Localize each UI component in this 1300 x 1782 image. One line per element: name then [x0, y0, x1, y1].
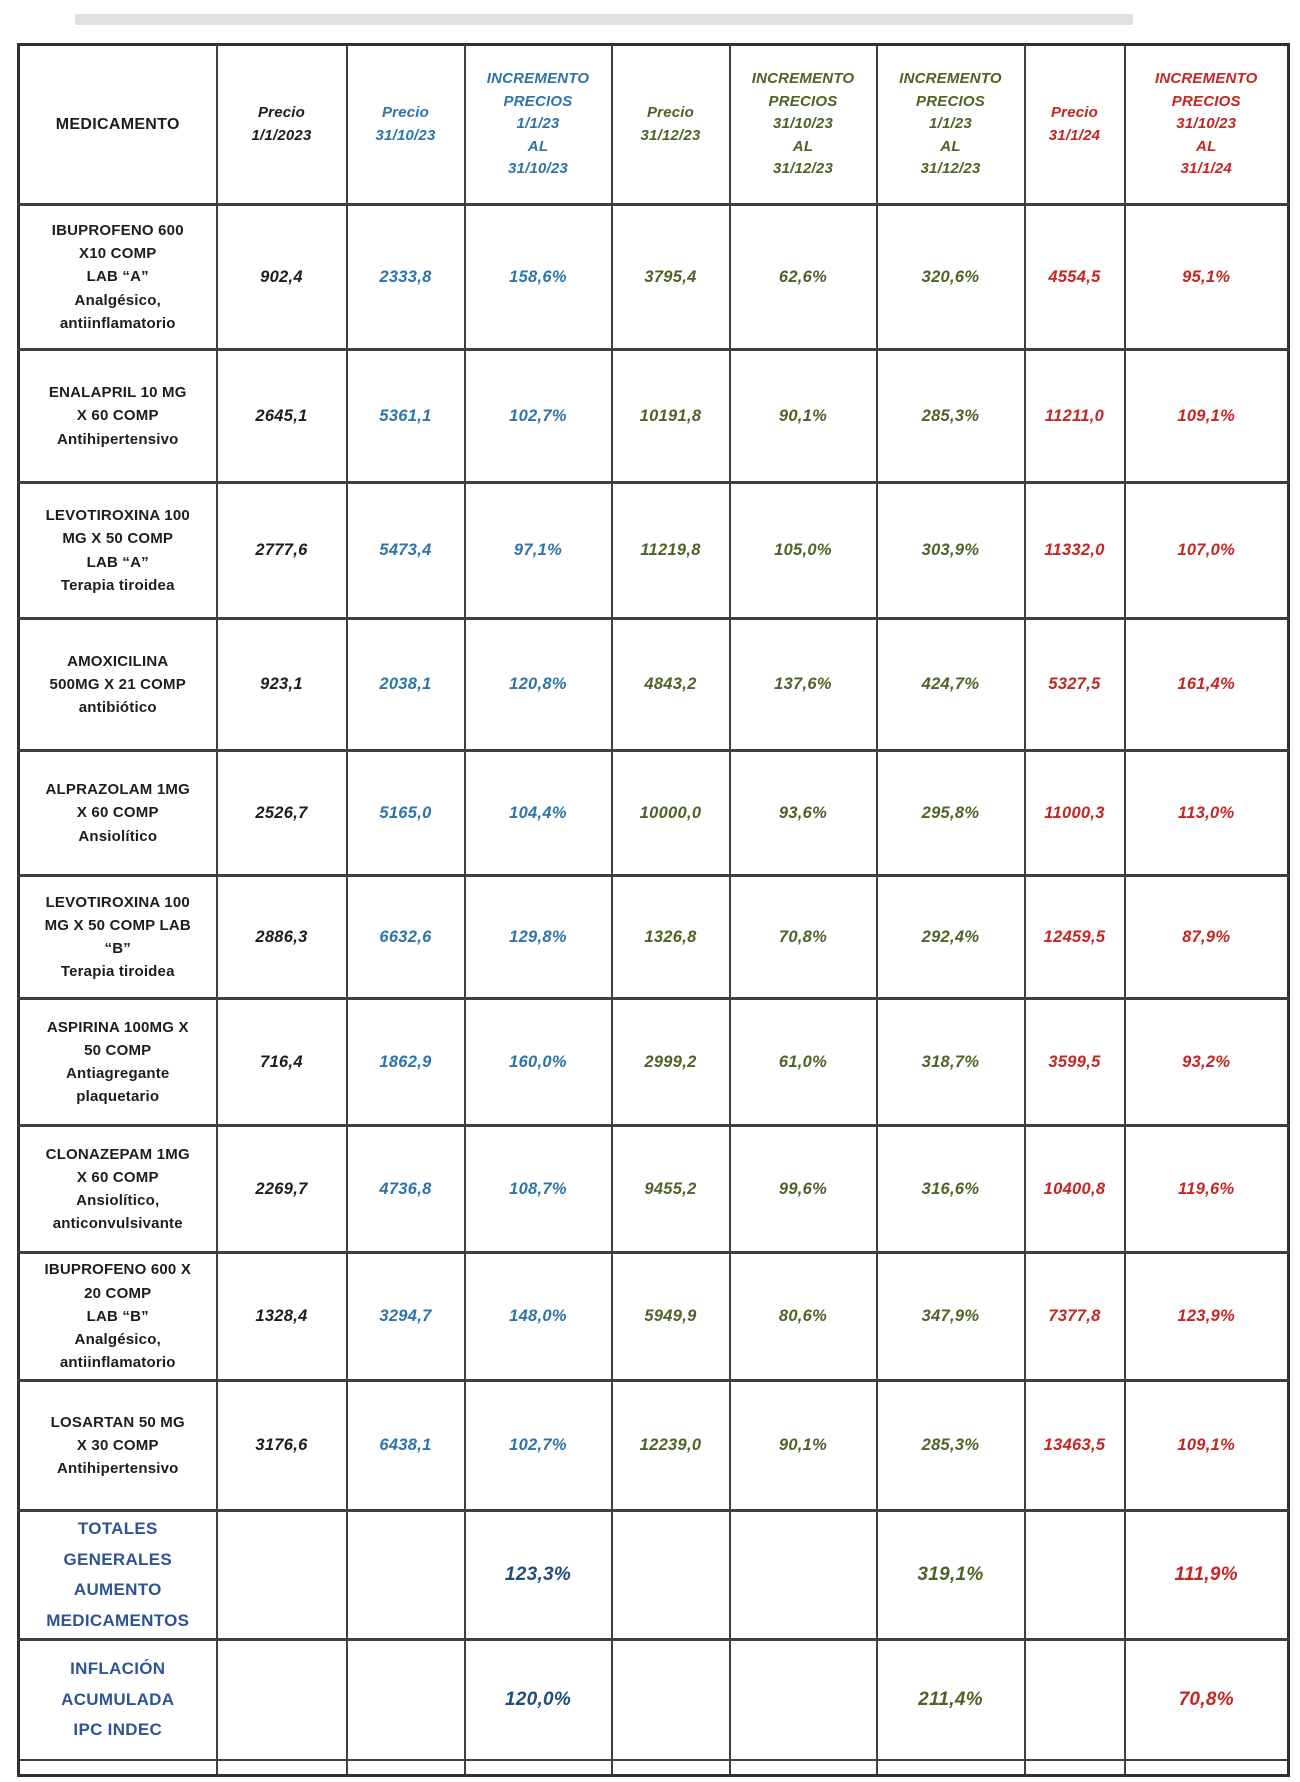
value-cell: 93,6% [730, 751, 877, 876]
value-cell: 3795,4 [612, 205, 730, 350]
med-name-cell [19, 1126, 217, 1253]
table-row [19, 205, 1289, 350]
value-cell: 424,7% [877, 619, 1025, 751]
text-line: 31/10/23 [508, 160, 568, 178]
value-cell: 5165,0 [347, 751, 465, 876]
text-line: Ansiolítico, [76, 1192, 160, 1209]
text-line: Precio [257, 104, 306, 121]
summary-value-cell: 123,3% [465, 1511, 612, 1640]
value-cell: 113,0% [1125, 751, 1289, 876]
value-cell: 1328,4 [217, 1253, 347, 1381]
text-line: antiinflamatorio [59, 1354, 176, 1372]
table-row [19, 999, 1289, 1126]
text-line: X10 COMP [79, 245, 157, 263]
value-cell: 5361,1 [347, 350, 465, 483]
text-line: LAB “B” [86, 1307, 149, 1325]
table-row [19, 350, 1289, 483]
text-line: 31/10/23 [1176, 115, 1237, 133]
empty-cell [217, 1511, 347, 1640]
value-cell: 13463,5 [1025, 1381, 1125, 1511]
value-cell: 2038,1 [347, 619, 465, 751]
value-cell: 11211,0 [1025, 350, 1125, 483]
value-cell: 2526,7 [217, 751, 347, 876]
value-cell: 2333,8 [347, 205, 465, 350]
header-cell-incremento-1-1-23-al-31-12-23 [877, 45, 1025, 205]
text-line: Precio [1050, 104, 1099, 121]
text-line: 500MG X 21 COMP [49, 675, 186, 693]
text-line: Terapia tiroidea [60, 963, 175, 981]
text-line: PRECIOS [916, 92, 985, 110]
text-line: IBUPROFENO 600 X [44, 1261, 192, 1279]
med-name-cell [19, 876, 217, 999]
value-cell: 2999,2 [612, 999, 730, 1126]
value-cell: 5949,9 [612, 1253, 730, 1381]
text-line: “B” [104, 940, 131, 957]
text-line: X 60 COMP [76, 804, 159, 822]
value-cell: 2777,6 [217, 483, 347, 619]
value-cell: 158,6% [465, 205, 612, 350]
empty-cell [877, 1760, 1025, 1776]
text-line: AMOXICILINA [67, 652, 169, 670]
med-name-cell [19, 1253, 217, 1381]
text-line: MG X 50 COMP [62, 530, 174, 548]
value-cell: 7377,8 [1025, 1253, 1125, 1381]
summary-value-cell: 111,9% [1125, 1511, 1289, 1640]
empty-cell [347, 1511, 465, 1640]
value-cell: 108,7% [465, 1126, 612, 1253]
value-cell: 137,6% [730, 619, 877, 751]
text-line: INCREMENTO [1154, 70, 1258, 88]
value-cell: 104,4% [465, 751, 612, 876]
value-cell: 95,1% [1125, 205, 1289, 350]
value-cell: 1326,8 [612, 876, 730, 999]
value-cell: 10400,8 [1025, 1126, 1125, 1253]
value-cell: 80,6% [730, 1253, 877, 1381]
text-line: X 30 COMP [76, 1436, 159, 1454]
value-cell: 303,9% [877, 483, 1025, 619]
value-cell: 11219,8 [612, 483, 730, 619]
table-row [19, 619, 1289, 751]
value-cell: 292,4% [877, 876, 1025, 999]
value-cell: 4843,2 [612, 619, 730, 751]
value-cell: 161,4% [1125, 619, 1289, 751]
text-line: X 60 COMP [76, 1168, 159, 1186]
text-line: MEDICAMENTO [55, 115, 180, 133]
empty-cell [217, 1760, 347, 1776]
value-cell: 716,4 [217, 999, 347, 1126]
summary-value-cell: 319,1% [877, 1511, 1025, 1640]
text-line: 31/10/23 [773, 115, 833, 133]
text-line: 1/1/23 [516, 115, 560, 133]
text-line: antiinflamatorio [59, 314, 176, 332]
table-row [19, 1381, 1289, 1511]
med-name-cell [19, 483, 217, 619]
medication-price-table [17, 43, 1290, 1777]
text-line: 31/12/23 [640, 126, 701, 144]
empty-cell [1025, 1640, 1125, 1760]
table-row [19, 1253, 1289, 1381]
text-line: Analgésico, [74, 291, 161, 309]
value-cell: 320,6% [877, 205, 1025, 350]
text-line: PRECIOS [1171, 92, 1241, 110]
value-cell: 3176,6 [217, 1381, 347, 1511]
med-name-cell [19, 205, 217, 350]
summary-label-cell [19, 1640, 217, 1760]
value-cell: 97,1% [465, 483, 612, 619]
value-cell: 12459,5 [1025, 876, 1125, 999]
text-line: 31/12/23 [920, 160, 981, 178]
text-line: INCREMENTO [486, 70, 590, 88]
value-cell: 285,3% [877, 350, 1025, 483]
med-name-cell [19, 751, 217, 876]
value-cell: 10191,8 [612, 350, 730, 483]
text-line: Antihipertensivo [56, 1460, 179, 1478]
text-line: 1/1/2023 [251, 126, 312, 144]
summary-row-totales-generales [19, 1511, 1289, 1640]
value-cell: 99,6% [730, 1126, 877, 1253]
header-cell-incremento-31-10-23-al-31-1-24 [1125, 45, 1289, 205]
value-cell: 105,0% [730, 483, 877, 619]
summary-value-cell: 70,8% [1125, 1640, 1289, 1760]
text-line: 31/10/23 [375, 126, 436, 144]
text-line: INCREMENTO [751, 70, 855, 88]
empty-cell [217, 1640, 347, 1760]
value-cell: 923,1 [217, 619, 347, 751]
header-row [19, 45, 1289, 205]
text-line: 1/1/23 [929, 115, 972, 133]
value-cell: 102,7% [465, 1381, 612, 1511]
text-line: 31/12/23 [773, 160, 833, 178]
text-line: Terapia tiroidea [60, 576, 175, 594]
text-line: Antiagregante [66, 1065, 170, 1082]
text-line: MEDICAMENTOS [46, 1610, 190, 1630]
header-cell-incremento-31-10-23-al-31-12-23 [730, 45, 877, 205]
text-line: 20 COMP [84, 1284, 152, 1302]
empty-cell [1025, 1760, 1125, 1776]
text-line: 31/1/24 [1048, 126, 1101, 144]
value-cell: 102,7% [465, 350, 612, 483]
text-line: MG X 50 COMP LAB [44, 916, 191, 934]
value-cell: 93,2% [1125, 999, 1289, 1126]
value-cell: 123,9% [1125, 1253, 1289, 1381]
empty-cell [465, 1760, 612, 1776]
empty-cell [1025, 1511, 1125, 1640]
text-line: anticonvulsivante [52, 1215, 183, 1233]
header-cell-medicamento [19, 45, 217, 205]
value-cell: 316,6% [877, 1126, 1025, 1253]
med-name-cell [19, 619, 217, 751]
table-row [19, 483, 1289, 619]
value-cell: 148,0% [465, 1253, 612, 1381]
empty-cell [612, 1760, 730, 1776]
value-cell: 285,3% [877, 1381, 1025, 1511]
value-cell: 70,8% [730, 876, 877, 999]
text-line: GENERALES [63, 1549, 172, 1569]
empty-cell [347, 1760, 465, 1776]
text-line: Ansiolítico [78, 827, 158, 845]
header-cell-precio-31-10-23 [347, 45, 465, 205]
text-line: LAB “A” [86, 553, 149, 571]
text-line: Precio [381, 104, 430, 121]
header-cell-precio-31-1-24 [1025, 45, 1125, 205]
value-cell: 10000,0 [612, 751, 730, 876]
value-cell: 109,1% [1125, 1381, 1289, 1511]
text-line: 31/1/24 [1180, 160, 1232, 178]
text-line: antibiótico [78, 699, 157, 717]
empty-cell [612, 1511, 730, 1640]
text-line: Analgésico, [74, 1331, 161, 1349]
text-line: LOSARTAN 50 MG [50, 1413, 185, 1431]
value-cell: 295,8% [877, 751, 1025, 876]
empty-bottom-row [19, 1760, 1289, 1776]
empty-cell [1125, 1760, 1289, 1776]
value-cell: 1862,9 [347, 999, 465, 1126]
header-cell-precio-1-1-2023 [217, 45, 347, 205]
value-cell: 107,0% [1125, 483, 1289, 619]
value-cell: 2886,3 [217, 876, 347, 999]
value-cell: 87,9% [1125, 876, 1289, 999]
text-line: AL [792, 137, 814, 155]
summary-row-inflacion-ipc-indec [19, 1640, 1289, 1760]
text-line: LEVOTIROXINA 100 [45, 893, 190, 911]
value-cell: 2645,1 [217, 350, 347, 483]
value-cell: 11000,3 [1025, 751, 1125, 876]
summary-value-cell: 211,4% [877, 1640, 1025, 1760]
text-line: AUMENTO [73, 1580, 162, 1600]
value-cell: 109,1% [1125, 350, 1289, 483]
summary-value-cell: 120,0% [465, 1640, 612, 1760]
header-cell-precio-31-12-23 [612, 45, 730, 205]
med-name-cell [19, 1381, 217, 1511]
value-cell: 120,8% [465, 619, 612, 751]
value-cell: 12239,0 [612, 1381, 730, 1511]
text-line: INFLACIÓN [70, 1659, 166, 1679]
text-line: 50 COMP [84, 1041, 152, 1059]
empty-cell [730, 1760, 877, 1776]
text-line: LAB “A” [86, 268, 149, 286]
empty-cell [730, 1511, 877, 1640]
text-line: AL [940, 137, 961, 155]
value-cell: 62,6% [730, 205, 877, 350]
value-cell: 318,7% [877, 999, 1025, 1126]
text-line: AL [1196, 137, 1217, 155]
text-line: TOTALES [77, 1519, 158, 1538]
empty-cell [347, 1640, 465, 1760]
value-cell: 3599,5 [1025, 999, 1125, 1126]
value-cell: 6438,1 [347, 1381, 465, 1511]
value-cell: 5327,5 [1025, 619, 1125, 751]
value-cell: 6632,6 [347, 876, 465, 999]
value-cell: 902,4 [217, 205, 347, 350]
empty-cell [730, 1640, 877, 1760]
med-name-cell [19, 350, 217, 483]
text-line: INCREMENTO [899, 70, 1002, 88]
text-line: ALPRAZOLAM 1MG [45, 781, 190, 799]
value-cell: 347,9% [877, 1253, 1025, 1381]
text-line: ENALAPRIL 10 MG [48, 384, 187, 402]
value-cell: 5473,4 [347, 483, 465, 619]
value-cell: 4736,8 [347, 1126, 465, 1253]
value-cell: 11332,0 [1025, 483, 1125, 619]
empty-cell [19, 1760, 217, 1776]
page-top-strip [75, 14, 1133, 25]
text-line: Antihipertensivo [56, 430, 179, 448]
text-line: X 60 COMP [76, 407, 159, 425]
text-line: PRECIOS [503, 92, 573, 110]
value-cell: 129,8% [465, 876, 612, 999]
text-line: ASPIRINA 100MG X [46, 1018, 189, 1036]
text-line: LEVOTIROXINA 100 [45, 507, 190, 524]
table-row [19, 751, 1289, 876]
text-line: ACUMULADA [61, 1689, 175, 1709]
value-cell: 90,1% [730, 350, 877, 483]
empty-cell [612, 1640, 730, 1760]
text-line: Precio [646, 104, 695, 121]
table-row [19, 876, 1289, 999]
text-line: IPC INDEC [73, 1720, 163, 1740]
table-row [19, 1126, 1289, 1253]
value-cell: 2269,7 [217, 1126, 347, 1253]
value-cell: 160,0% [465, 999, 612, 1126]
text-line: plaquetario [76, 1088, 160, 1106]
value-cell: 119,6% [1125, 1126, 1289, 1253]
header-cell-incremento-1-1-23-al-31-10-23 [465, 45, 612, 205]
value-cell: 9455,2 [612, 1126, 730, 1253]
text-line: CLONAZEPAM 1MG [45, 1145, 190, 1163]
text-line: PRECIOS [768, 92, 838, 110]
value-cell: 4554,5 [1025, 205, 1125, 350]
value-cell: 90,1% [730, 1381, 877, 1511]
text-line: AL [527, 137, 549, 155]
med-name-cell [19, 999, 217, 1126]
value-cell: 3294,7 [347, 1253, 465, 1381]
value-cell: 61,0% [730, 999, 877, 1126]
summary-label-cell [19, 1511, 217, 1640]
text-line: IBUPROFENO 600 [51, 221, 184, 239]
